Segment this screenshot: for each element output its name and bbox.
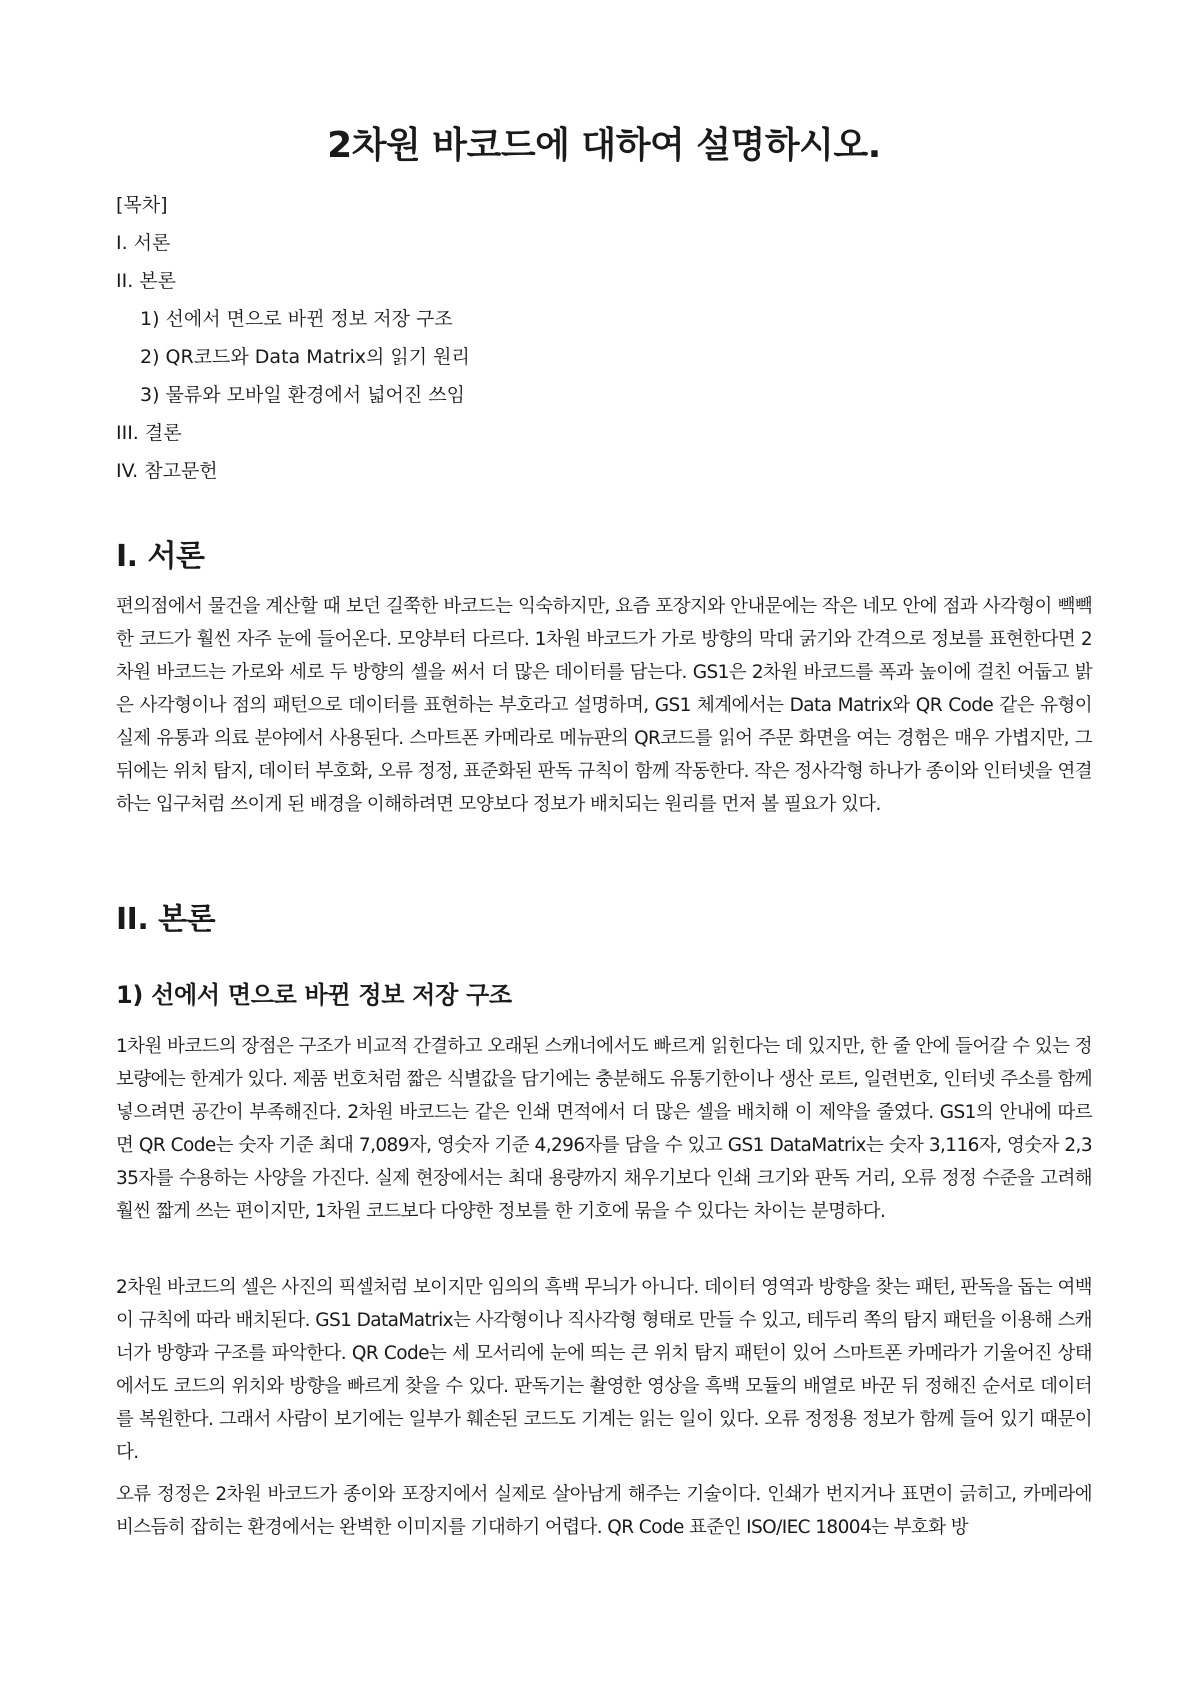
toc-item-body: II. 본론: [116, 270, 176, 292]
toc-item-conclusion: III. 결론: [116, 422, 182, 444]
toc-heading: [목차]: [116, 194, 168, 216]
section-heading-intro: I. 서론: [116, 539, 205, 574]
intro-paragraph: 편의점에서 물건을 계산할 때 보던 길쭉한 바코드는 익숙하지만, 요즘 포장지와 안내문에는 작은 네모 안에 점과 사각형이 빽빽한 코드가 훨씬 자주 눈에 들어온다. 모양부터 다르다. 1차원 바코드가 가로 방향의 막대 굵기와 간격으로 정보를 표현한다면 2차원 바코드는 가로와 세로 두 방향의 셀을 써서 더 많은 데이터를 담는다. GS1은 2차원 바코드를 폭과 높이에 걸친 어둡고 밝은 사각형이나 점의 패턴으로 데이터를 표현하는 부호라고 설명하며, GS1 체계에서는 Data Matrix와 QR Code 같은 유형이 실제 유통과 의료 분야에서 사용된다. 스마트폰 카메라로 메뉴판의 QR코드를 읽어 주문 화면을 여는 경험은 매우 가볍지만, 그 뒤에는 위치 탐지, 데이터 부호화, 오류 정정, 표준화된 판독 규칙이 함께 작동한다. 작은 정사각형 하나가 종이와 인터넷을 연결하는 입구처럼 쓰이게 된 배경을 이해하려면 모양보다 정보가 배치되는 원리를 먼저 볼 필요가 있다.: [116, 596, 1092, 815]
body-paragraph-2: 2차원 바코드의 셀은 사진의 픽셀처럼 보이지만 임의의 흑백 무늬가 아니다. 데이터 영역과 방향을 찾는 패턴, 판독을 돕는 여백이 규칙에 따라 배치된다. GS1 DataMatrix는 사각형이나 직사각형 형태로 만들 수 있고, 테두리 쪽의 탐지 패턴을 이용해 스캐너가 방향과 구조를 파악한다. QR Code는 세 모서리에 눈에 띄는 큰 위치 탐지 패턴이 있어 스마트폰 카메라가 기울어진 상태에서도 코드의 위치와 방향을 빠르게 찾을 수 있다. 판독기는 촬영한 영상을 흑백 모듈의 배열로 바꾼 뒤 정해진 순서로 데이터를 복원한다. 그래서 사람이 보기에는 일부가 훼손된 코드도 기계는 읽는 일이 있다. 오류 정정용 정보가 함께 들어 있기 때문이다.: [116, 1277, 1092, 1463]
section-heading-body: II. 본론: [116, 902, 216, 937]
subsection-heading-1: 1) 선에서 면으로 바뀐 정보 저장 구조: [116, 981, 512, 1009]
toc-item-body-3: 3) 물류와 모바일 환경에서 넓어진 쓰임: [140, 384, 466, 406]
table-of-contents: [116, 186, 1092, 490]
toc-item-intro: I. 서론: [116, 232, 171, 254]
toc-item-references: IV. 참고문헌: [116, 460, 218, 482]
body-paragraph-1: 1차원 바코드의 장점은 구조가 비교적 간결하고 오래된 스캐너에서도 빠르게 읽힌다는 데 있지만, 한 줄 안에 들어갈 수 있는 정보량에는 한계가 있다. 제품 번호처럼 짧은 식별값을 담기에는 충분해도 유통기한이나 생산 로트, 일련번호, 인터넷 주소를 함께 넣으려면 공간이 부족해진다. 2차원 바코드는 같은 인쇄 면적에서 더 많은 셀을 배치해 이 제약을 줄였다. GS1의 안내에 따르면 QR Code는 숫자 기준 최대 7,089자, 영숫자 기준 4,296자를 담을 수 있고 GS1 DataMatrix는 숫자 3,116자, 영숫자 2,335자를 수용하는 사양을 가진다. 실제 현장에서는 최대 용량까지 채우기보다 인쇄 크기와 판독 거리, 오류 정정 수준을 고려해 훨씬 짧게 쓰는 편이지만, 1차원 코드보다 다양한 정보를 한 기호에 묶을 수 있다는 차이는 분명하다.: [116, 1036, 1092, 1222]
body-paragraph-3: 오류 정정은 2차원 바코드가 종이와 포장지에서 실제로 살아남게 해주는 기술이다. 인쇄가 번지거나 표면이 긁히고, 카메라에 비스듬히 잡히는 환경에서는 완벽한 이미지를 기대하기 어렵다. QR Code 표준인 ISO/IEC 18004는 부호화 방: [116, 1484, 1092, 1538]
toc-item-body-2: 2) QR코드와 Data Matrix의 읽기 원리: [140, 346, 470, 368]
document-title: 2차원 바코드에 대하여 설명하시오.: [327, 125, 881, 166]
toc-item-body-1: 1) 선에서 면으로 바뀐 정보 저장 구조: [140, 308, 453, 330]
